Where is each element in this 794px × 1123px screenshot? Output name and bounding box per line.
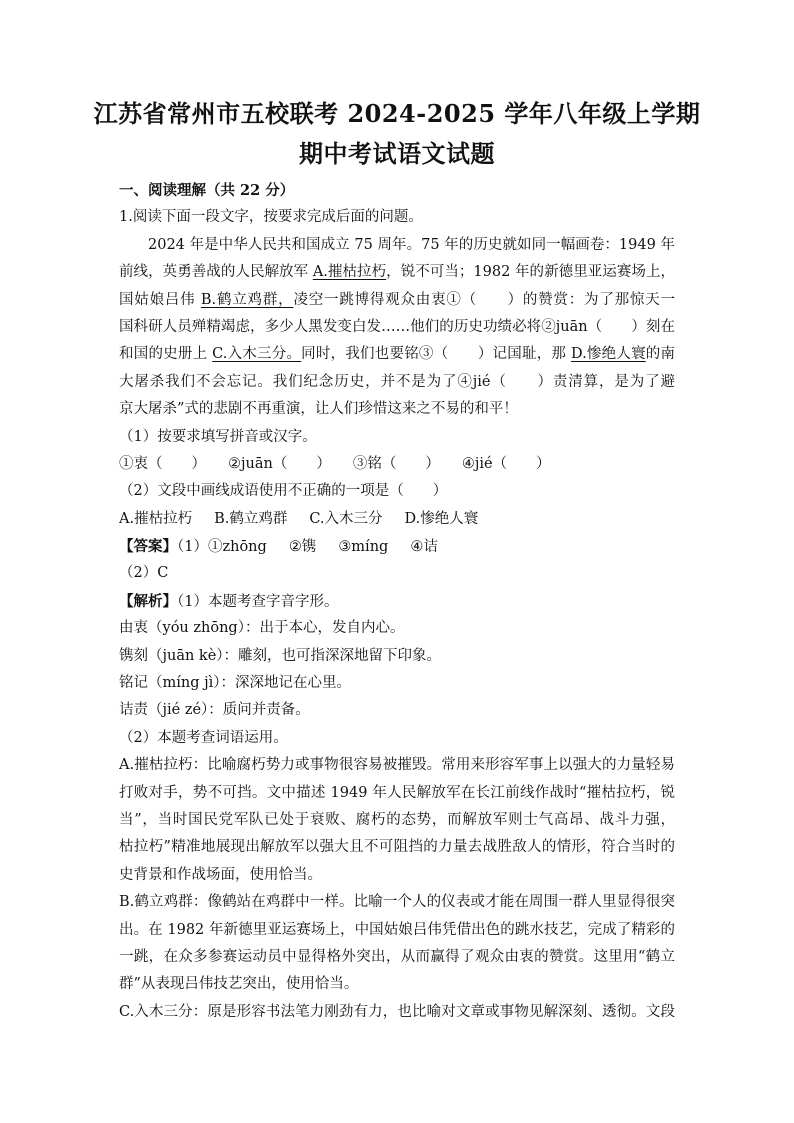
analysis-line: 史背景和作战场面，使用恰当。 [119, 866, 322, 883]
option-item: D.惨绝人寰 [404, 510, 479, 527]
underlined-idiom-c: C.入木三分。 [212, 346, 302, 363]
analysis-label: 【解析】 [119, 592, 177, 610]
underlined-idiom-d: D.惨绝人寰 [570, 346, 646, 363]
answer-item: ②镌 [288, 539, 317, 556]
passage-line [119, 259, 675, 286]
option-item: B.鹤立鸡群 [214, 510, 288, 527]
option-item: A.摧枯拉朽 [119, 510, 193, 527]
page-title-line1: 江苏省常州市五校联考 2024-2025 学年八年级上学期 [93, 99, 701, 128]
analysis-line: 出。在 1982 年新德里亚运赛场上，中国姑娘吕伟凭借出色的跳水技艺，完成了精彩的 [119, 921, 675, 938]
passage-text: 凌空一跳博得观众由衷①（ ）的赞赏：为了那惊天一 [293, 291, 675, 308]
passage-line [119, 341, 675, 368]
answer-line-2: （2）C [119, 565, 169, 582]
analysis-line: 铭记（míng jì）：深深地记在心里。 [119, 675, 351, 692]
option-item: C.入木三分 [309, 510, 383, 527]
blank-item: ①衷（ ） [119, 455, 206, 472]
question-stem: 1.阅读下面一段文字，按要求完成后面的问题。 [119, 209, 423, 226]
answer-line [119, 533, 675, 560]
analysis-line [119, 588, 675, 615]
analysis-line: 打败对手，势不可挡。文中描述 1949 年人民解放军在长江前线作战时“摧枯拉朽，锐 [119, 784, 675, 801]
blank-list [119, 451, 675, 478]
blank-item: ③铭（ ） [352, 455, 440, 472]
analysis-line: 当”，当时国民党军队已处于衰败、腐朽的态势，而解放军则士气高昂、战斗力强， [119, 811, 675, 828]
passage-line [119, 287, 675, 314]
analysis-text: （1）本题考查字音字形。 [177, 593, 339, 610]
passage-line: 京大屠杀”式的悲剧不再重演，让人们珍惜这来之不易的和平！ [119, 401, 518, 418]
analysis-line: 群”从表现吕伟技艺突出，使用恰当。 [119, 976, 359, 993]
passage-text: ，锐不可当；1982 年的新德里亚运赛场上， [386, 264, 675, 281]
analysis-line: （2）本题考查词语运用。 [119, 729, 288, 746]
passage-line: 2024 年是中华人民共和国成立 75 周年。75 年的历史就如同一幅画卷：1949 年 [148, 236, 675, 253]
passage-text: 同时，我们也要铭③（ ）记国耻，那 [301, 346, 571, 363]
passage-line: 大屠杀我们不会忘记。我们纪念历史，并不是为了④jié（ ）责清算，是为了避 [119, 373, 675, 390]
section-heading: 一、阅读理解（共 22 分） [119, 182, 295, 199]
analysis-line: C.入木三分：原是形容书法笔力刚劲有力，也比喻对文章或事物见解深刻、透彻。文段 [119, 1003, 675, 1020]
blank-item: ④jié（ ） [461, 455, 551, 472]
analysis-line: 诘责（jié zé）：质问并责备。 [119, 702, 310, 719]
answer-label: 【答案】 [119, 538, 177, 556]
analysis-line: 枯拉朽”精准地展现出解放军以强大且不可阻挡的力量去战胜敌人的情形，符合当时的 [119, 839, 675, 856]
underlined-idiom-a: A.摧枯拉朽 [312, 264, 387, 281]
analysis-line: A.摧枯拉朽：比喻腐朽势力或事物很容易被摧毁。常用来形容军事上以强大的力量轻易 [119, 757, 675, 774]
analysis-line: 镌刻（juān kè）：雕刻，也可指深深地留下印象。 [119, 647, 442, 664]
option-list [119, 506, 675, 533]
sub-question-2: （2）文段中画线成语使用不正确的一项是（ ） [119, 483, 448, 500]
page-title-line2: 期中考试语文试题 [299, 139, 495, 168]
answer-item: （1）①zhōng [177, 539, 267, 556]
answer-item: ③míng [338, 539, 389, 556]
document-body [119, 177, 675, 1026]
passage-text: 和国的史册上 [119, 346, 213, 363]
analysis-line: 一跳，在众多参赛运动员中显得格外突出，从而赢得了观众由衷的赞赏。这里用“鹤立 [119, 948, 675, 965]
passage-text: 前线，英勇善战的人民解放军 [119, 264, 313, 281]
answer-item: ④诘 [410, 539, 438, 556]
passage-text: 国姑娘吕伟 [119, 291, 201, 308]
analysis-line: 由衷（yóu zhōng）：出于本心，发自内心。 [119, 620, 405, 637]
passage-line: 国科研人员殚精竭虑，多少人黑发变白发……他们的历史功绩必将②juān（ ）刻在 [119, 318, 675, 335]
passage-text: 的南 [645, 346, 675, 363]
blank-item: ②juān（ ） [228, 455, 331, 472]
analysis-line: B.鹤立鸡群：像鹤站在鸡群中一样。比喻一个人的仪表或才能在周围一群人里显得很突 [119, 894, 675, 911]
underlined-idiom-b: B.鹤立鸡群， [200, 291, 294, 308]
sub-question-1: （1）按要求填写拼音或汉字。 [119, 428, 317, 445]
